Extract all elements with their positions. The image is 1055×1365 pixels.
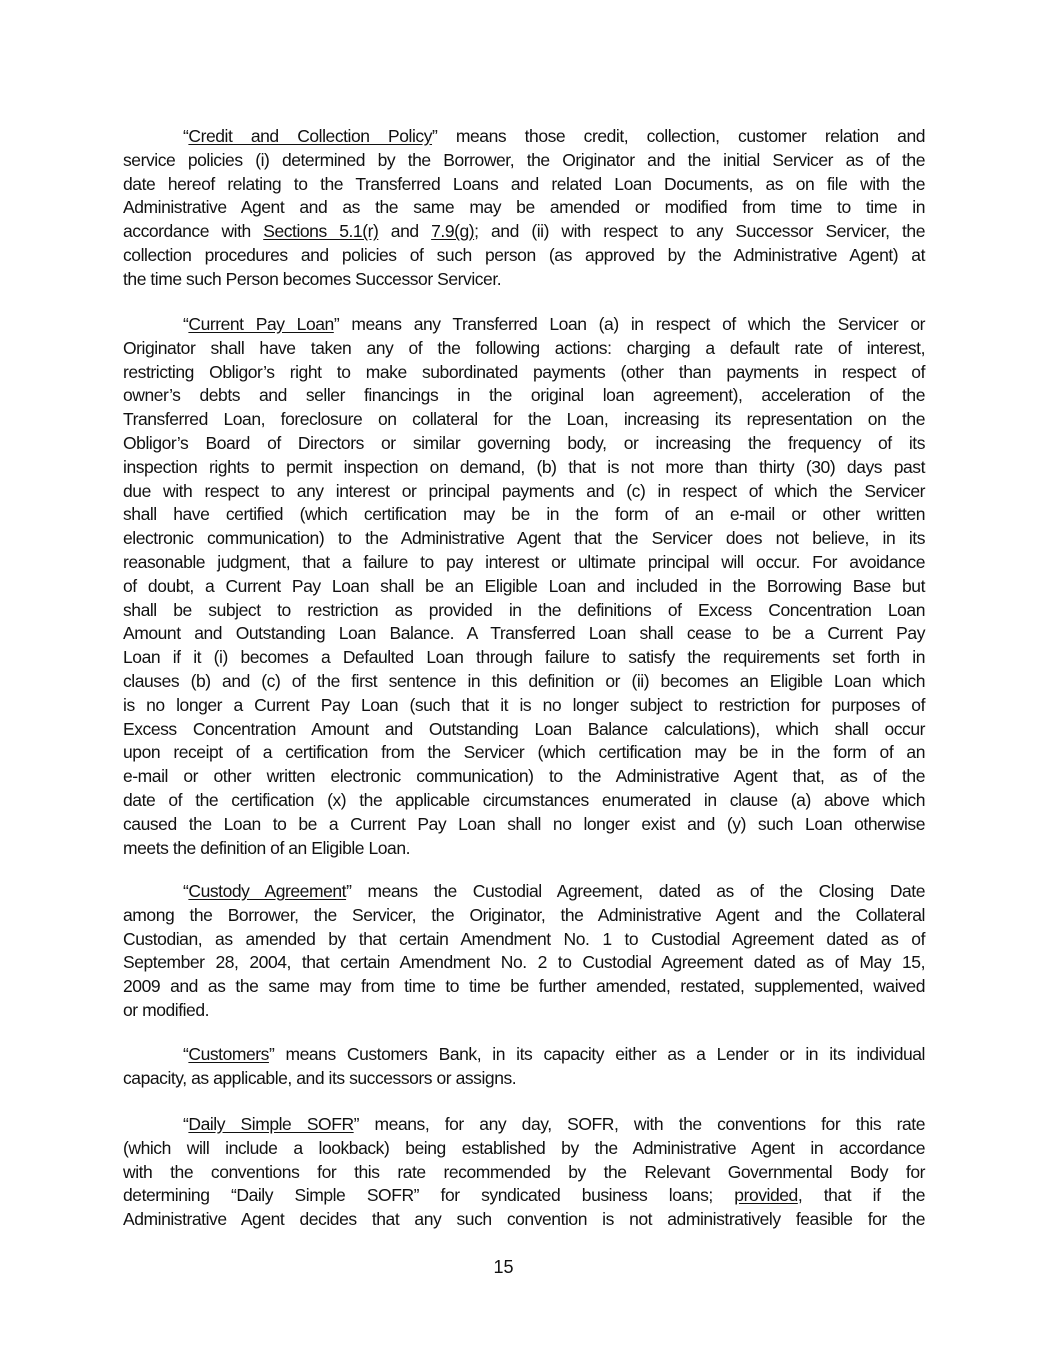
open-quote: “ [183, 1114, 189, 1134]
text-line: clauses (b) and (c) of the first sentence in this definition or (ii) becomes an Eligible Loan which [123, 670, 925, 691]
text-line [123, 1184, 925, 1208]
text-line: Originator shall have taken any of the following actions: charging a default rate of interest, [123, 337, 925, 358]
text-line: collection procedures and policies of such person (as approved by the Administrative Agent) at [123, 244, 925, 265]
text-line [123, 1113, 925, 1137]
text-line: is no longer a Current Pay Loan (such that it is no longer subject to restriction for purposes of [123, 694, 925, 715]
text-line: Administrative Agent and as the same may be amended or modified from time to time in [123, 197, 925, 218]
text-line: reasonable judgment, that a failure to pay interest or ultimate principal will occur. For avoidance [123, 551, 925, 572]
text-line: shall have certified (which certification may be in the form of an e-mail or other written [123, 504, 925, 525]
text-line: Loan if it (i) becomes a Defaulted Loan through failure to satisfy the requirements set forth in [123, 647, 925, 668]
definition-text: ” means those credit, collection, customer relation and [432, 126, 926, 146]
definition-text: ” means Customers Bank, in its capacity either as a Lender or in its individual [268, 1044, 925, 1064]
text-line: capacity, as applicable, and its successors or assigns. [123, 1067, 517, 1088]
text-line [123, 880, 925, 904]
text-line: with the conventions for this rate recommended by the Relevant Governmental Body for [123, 1161, 925, 1182]
text-line: Custodian, as amended by that certain Amendment No. 1 to Custodial Agreement dated as of [123, 928, 925, 949]
text-line: upon receipt of a certification from the Servicer (which certification may be in the form of an [123, 742, 925, 763]
text-line: inspection rights to permit inspection on demand, (b) that is not more than thirty (30) days past [123, 456, 925, 477]
definition-customers [123, 1043, 925, 1091]
open-quote: “ [183, 126, 189, 146]
cross-reference: provided [734, 1185, 798, 1206]
text-line: date hereof relating to the Transferred Loans and related Loan Documents, as on file with the [123, 173, 925, 194]
defined-term: Custody Agreement [188, 881, 347, 901]
text-line: due with respect to any interest or principal payments and (c) in respect of which the Servicer [123, 480, 925, 501]
definition-text: and [378, 221, 432, 242]
text-line: of doubt, a Current Pay Loan shall be an Eligible Loan and included in the Borrowing Base but [123, 575, 925, 596]
text-line: owner’s debts and seller financings in the original loan agreement), acceleration of the [123, 385, 925, 406]
cross-reference: Sections 5.1(r) [263, 221, 379, 242]
text-line: date of the certification (x) the applicable circumstances enumerated in clause (a) above which [123, 789, 925, 810]
text-line: or modified. [123, 999, 210, 1020]
text-line [123, 1043, 925, 1067]
definition-daily-simple-sofr [123, 1113, 925, 1232]
text-line: 2009 and as the same may from time to time be further amended, restated, supplemented, waived [123, 976, 925, 997]
open-quote: “ [183, 1044, 189, 1064]
defined-term: Current Pay Loan [188, 314, 334, 334]
open-quote: “ [183, 881, 189, 901]
text-line [123, 313, 925, 337]
definition-credit-and-collection-policy [123, 125, 925, 292]
text-line: e-mail or other written electronic communication) to the Administrative Agent that, as of the [123, 766, 925, 787]
definition-text: ” means, for any day, SOFR, with the conventions for this rate [353, 1114, 926, 1134]
definition-custody-agreement [123, 880, 925, 1023]
text-line: restricting Obligor’s right to make subordinated payments (other than payments in respect of [123, 361, 925, 382]
text-line: Transferred Loan, foreclosure on collateral for the Loan, increasing its representation on the [123, 409, 925, 430]
defined-term: Credit and Collection Policy [188, 126, 433, 146]
definition-text: ; and (ii) with respect to any Successor Servicer, the [474, 221, 925, 242]
text-line: Amount and Outstanding Loan Balance. A Transferred Loan shall cease to be a Current Pay [123, 623, 925, 644]
definition-text: , that if the [797, 1185, 925, 1206]
text-line [123, 125, 925, 149]
text-line [123, 220, 925, 244]
text-line: meets the definition of an Eligible Loan. [123, 837, 411, 858]
definition-text: ” means any Transferred Loan (a) in respect of which the Servicer or [333, 314, 926, 334]
definition-text: determining “Daily Simple SOFR” for syndicated business loans; [123, 1185, 735, 1206]
text-line: among the Borrower, the Servicer, the Originator, the Administrative Agent and the Collateral [123, 904, 925, 925]
open-quote: “ [183, 314, 189, 334]
text-line: (which will include a lookback) being established by the Administrative Agent in accordance [123, 1137, 925, 1158]
text-line: the time such Person becomes Successor Servicer. [123, 268, 502, 289]
cross-reference: 7.9(g) [431, 221, 475, 242]
text-line: Obligor’s Board of Directors or similar governing body, or increasing the frequency of its [123, 432, 925, 453]
text-line: September 28, 2004, that certain Amendment No. 2 to Custodial Agreement dated as of May 15, [123, 952, 925, 973]
definition-current-pay-loan [123, 313, 925, 860]
page-number: 15 [493, 1257, 514, 1277]
text-line: service policies (i) determined by the Borrower, the Originator and the initial Servicer as of the [123, 149, 925, 170]
text-line: caused the Loan to be a Current Pay Loan shall no longer exist and (y) such Loan otherwise [123, 813, 925, 834]
defined-term: Daily Simple SOFR [188, 1114, 354, 1134]
text-line: shall be subject to restriction as provided in the definitions of Excess Concentration Loan [123, 599, 925, 620]
text-line: Administrative Agent decides that any such convention is not administratively feasible for the [123, 1209, 925, 1230]
text-line: electronic communication) to the Administrative Agent that the Servicer does not believe, in its [123, 528, 925, 549]
text-line: Excess Concentration Amount and Outstanding Loan Balance calculations), which shall occur [123, 718, 925, 739]
defined-term: Customers [188, 1044, 269, 1064]
definition-text: ” means the Custodial Agreement, dated as of the Closing Date [346, 881, 925, 901]
definition-text: accordance with [123, 221, 264, 242]
